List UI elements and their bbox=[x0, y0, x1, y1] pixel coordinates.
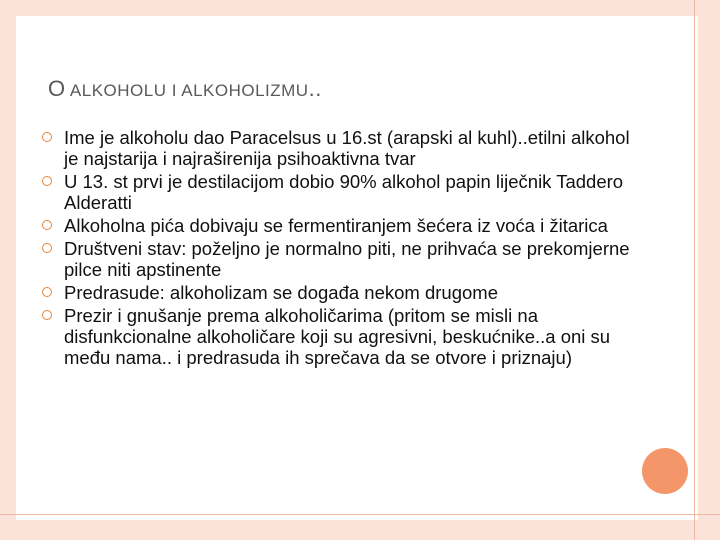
decorative-circle bbox=[642, 448, 688, 494]
bullet-circle-icon bbox=[42, 310, 52, 320]
frame-bottom-border bbox=[0, 520, 720, 540]
bullet-text: Alkoholna pića dobivaju se fermentiranjem šećera iz voća i žitarica bbox=[64, 215, 608, 236]
slide-title-text: ALKOHOLU I ALKOHOLIZMU bbox=[65, 81, 309, 100]
bullet-text: U 13. st prvi je destilacijom dobio 90% alkohol papin liječnik Taddero Alderatti bbox=[64, 171, 624, 213]
bullet-text: Društveni stav: poželjno je normalno piti, ne prihvaća se prekomjerne pilce niti apstinente bbox=[64, 238, 630, 280]
bullet-circle-icon bbox=[42, 243, 52, 253]
bullet-list bbox=[42, 127, 642, 370]
bullet-text: Predrasude: alkoholizam se događa nekom drugome bbox=[64, 282, 498, 303]
list-item bbox=[42, 282, 642, 303]
accent-line-horizontal bbox=[0, 514, 720, 515]
frame-left-border bbox=[0, 0, 16, 540]
frame-top-border bbox=[0, 0, 720, 16]
frame-right-border bbox=[698, 0, 720, 540]
accent-line-vertical bbox=[694, 0, 695, 540]
list-item bbox=[42, 238, 642, 280]
list-item bbox=[42, 127, 642, 169]
bullet-text: Ime je alkoholu dao Paracelsus u 16.st (arapski al kuhl)..etilni alkohol je najstarija i najraširenija psihoaktivna tvar bbox=[64, 127, 630, 169]
bullet-circle-icon bbox=[42, 220, 52, 230]
bullet-circle-icon bbox=[42, 287, 52, 297]
slide-title-dots: .. bbox=[308, 76, 322, 101]
slide-title-first-letter: O bbox=[48, 76, 66, 101]
bullet-text: Prezir i gnušanje prema alkoholičarima (pritom se misli na disfunkcionalne alkoholičare koji su agresivni, beskućnike..a oni su među nama.. i predrasuda ih sprečava da se otvore i priznaju) bbox=[64, 305, 611, 368]
list-item bbox=[42, 305, 642, 368]
bullet-circle-icon bbox=[42, 132, 52, 142]
list-item bbox=[42, 171, 642, 213]
list-item bbox=[42, 215, 642, 236]
slide-title bbox=[48, 76, 322, 102]
bullet-circle-icon bbox=[42, 176, 52, 186]
